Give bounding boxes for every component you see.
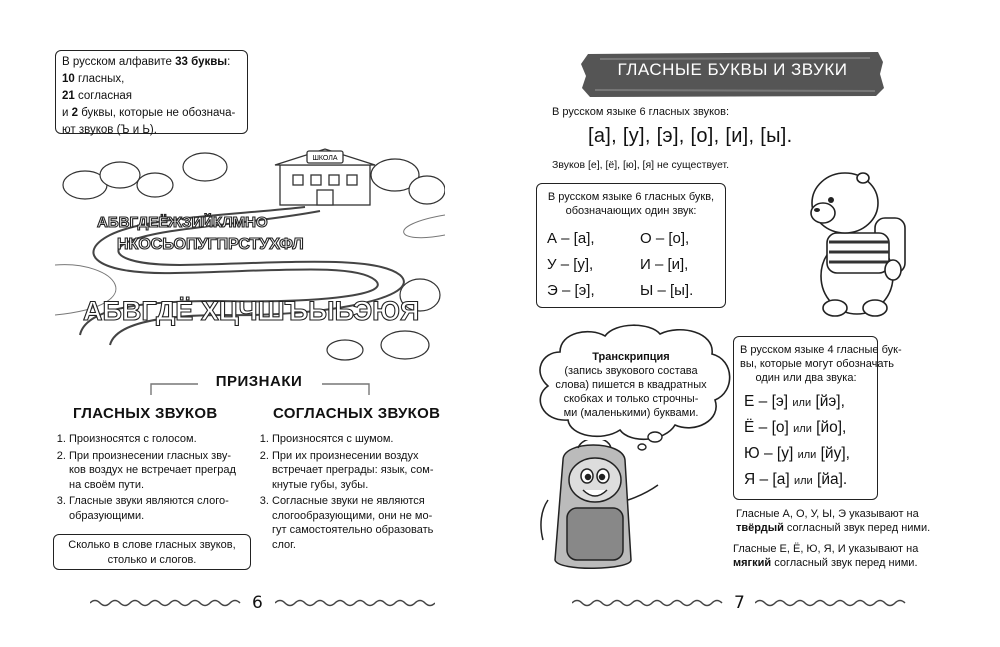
letters-row-2: НКОСЬОПУГПРСТУХФЛ: [117, 236, 304, 253]
signs-title: ПРИЗНАКИ: [215, 373, 303, 390]
letter-sound-pair: У – [у],: [547, 256, 594, 273]
letter-sound-pair: О – [о],: [640, 230, 690, 247]
vowels-features-list: [55, 432, 269, 525]
letter-sound-pair: Ы – [ы].: [640, 282, 694, 299]
wave-divider-left-2: [275, 596, 435, 610]
consonants-heading: СОГЛАСНЫХ ЗВУКОВ: [273, 405, 441, 422]
wave-divider-left-1: [90, 596, 245, 610]
letter-sound-pair: Э – [э],: [547, 282, 595, 299]
two-sound-letters-box: В русском языке 4 гласные бук- вы, которые могут обозначать один или два звука: Е – [э] или [йэ], Ё – [о] или [йо], Ю – [у] или [йу], Я – [а] или [йа].: [733, 336, 878, 500]
vowels-heading: ГЛАСНЫХ ЗВУКОВ: [73, 405, 218, 422]
one-sound-letters-box: В русском языке 6 гласных букв, обозначающих один звук: А – [а], О – [о], У – [у], И – [и], Э – [э], Ы – [ы].: [536, 183, 726, 308]
vowel-sounds-list: [а], [у], [э], [о], [и], [ы].: [588, 125, 793, 147]
consonants-features-list: [258, 432, 477, 554]
alphabet-info-box: В русском алфавите 33 буквы: 10 гласных, 21 согласная и 2 буквы, которые не обознача- ют звуков (Ъ и Ь).: [55, 50, 248, 134]
school-sign: ШКОЛА: [312, 155, 338, 162]
list-item: 2. При их произнесении воздух встречает преграды: язык, сом- кнутые губы, зубы.: [272, 449, 477, 493]
wave-divider-right-2: [755, 596, 910, 610]
capybara-illustration: [805, 158, 915, 323]
letter-sound-pair: А – [а],: [547, 230, 595, 247]
transcription-text: Транскрипция (запись звукового состава слова) пишется в квадратных скобках и только строчны- ми (маленькими) буквами.: [555, 351, 707, 419]
backpack-mascot-illustration: [533, 440, 668, 575]
list-item: 2. При произнесении гласных зву- ков воздух не встречает преград на своём пути.: [69, 449, 269, 493]
page-title: ГЛАСНЫЕ БУКВЫ И ЗВУКИ: [617, 60, 848, 79]
list-item: 3. Согласные звуки не являются слогообразующими, они не мо- гут самостоятельно образовать слог.: [272, 494, 477, 552]
letter-sound-pair: Ё – [о] или [йо],: [744, 419, 847, 436]
page-number-right: 7: [734, 593, 745, 613]
soft-consonant-note: Гласные Е, Ё, Ю, Я, И указывают на мягкий согласный звук перед ними.: [733, 543, 919, 569]
page-number-left: 6: [252, 593, 263, 613]
list-item: 1. Произносятся с голосом.: [69, 432, 269, 447]
school-road-illustration: [55, 145, 445, 365]
list-item: 1. Произносятся с шумом.: [272, 432, 477, 447]
letters-row-3: АБВГДЁ ХЦЧШЪЫЬЭЮЯ: [83, 296, 420, 326]
list-item: 3. Гласные звуки являются слого- образующими.: [69, 494, 269, 523]
syllable-rule-box: Сколько в слове гласных звуков, столько и слогов.: [53, 534, 251, 570]
letter-sound-pair: Е – [э] или [йэ],: [744, 393, 845, 410]
wave-divider-right-1: [572, 596, 727, 610]
letters-row-1: АБВГДЕЁЖЗИЙКЛМНО: [97, 214, 268, 231]
letter-sound-pair: И – [и],: [640, 256, 689, 273]
nonexistent-sounds-note: Звуков [е], [ё], [ю], [я] не существует.: [552, 159, 729, 171]
hard-consonant-note: Гласные А, О, У, Ы, Э указывают на твёрдый согласный звук перед ними.: [736, 508, 931, 534]
vowel-sounds-intro: В русском языке 6 гласных звуков:: [552, 106, 730, 118]
letter-sound-pair: Я – [а] или [йа].: [744, 471, 848, 488]
letter-sound-pair: Ю – [у] или [йу],: [744, 445, 850, 462]
